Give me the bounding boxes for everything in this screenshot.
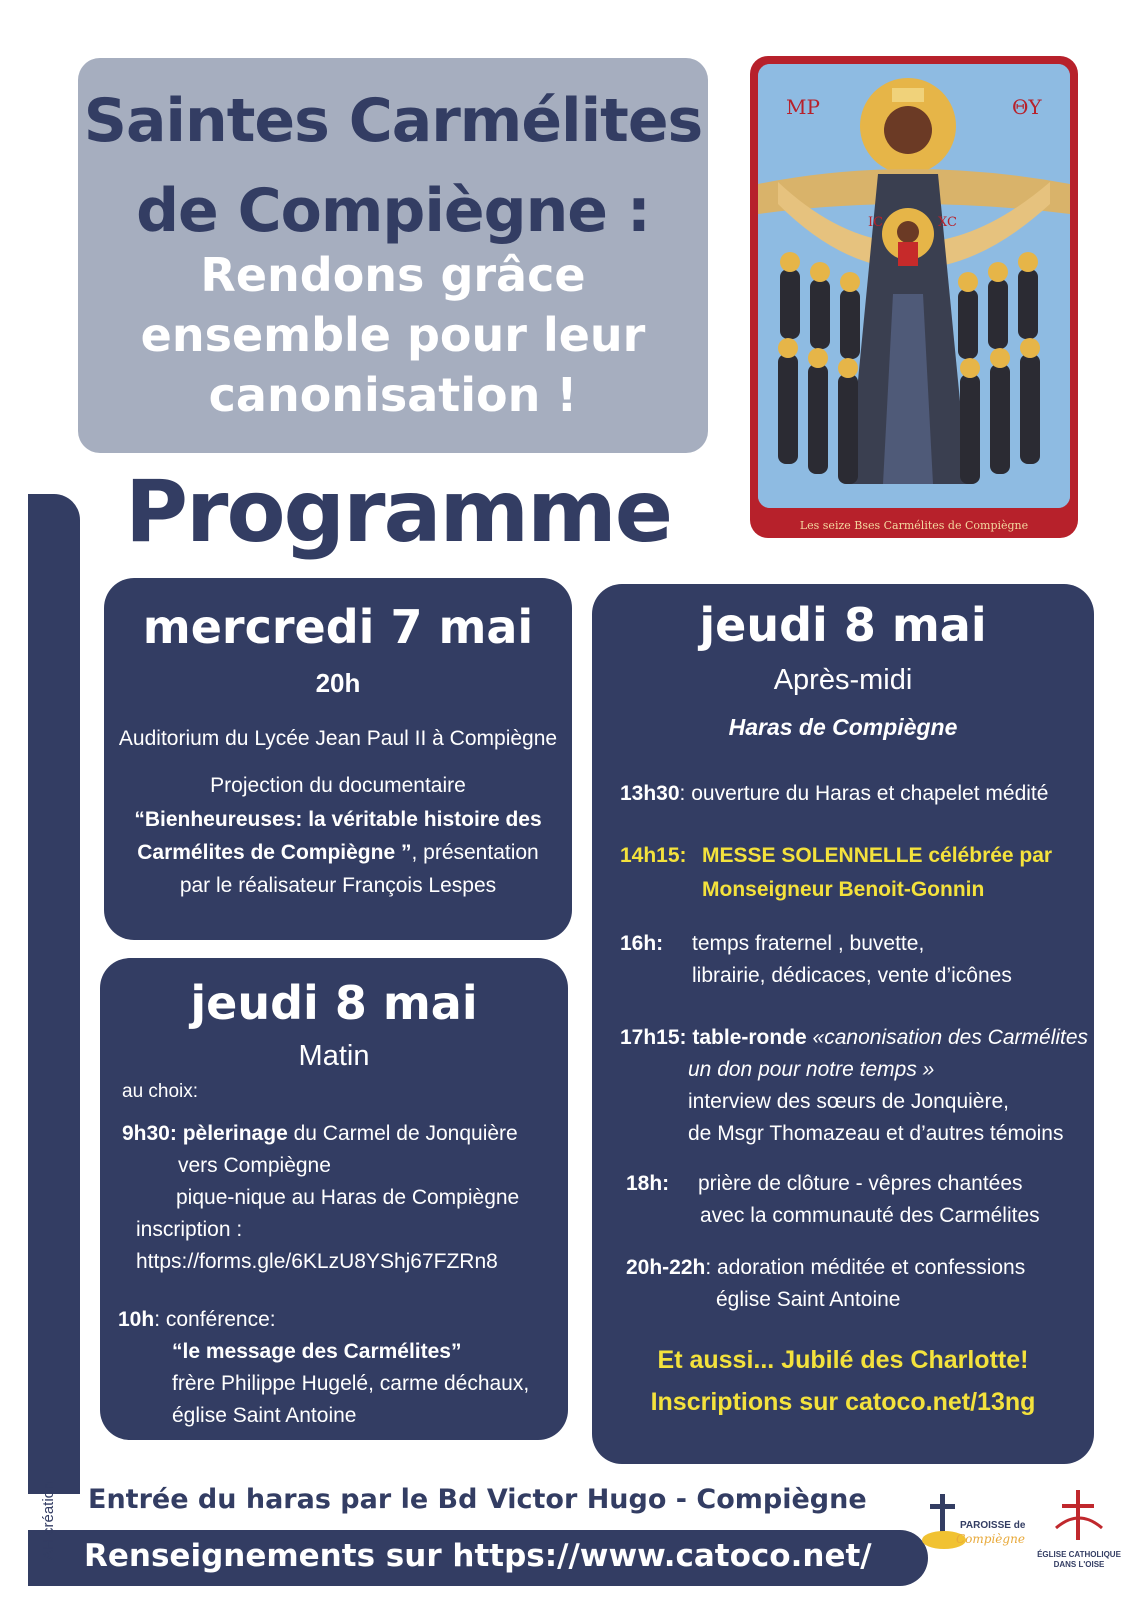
svg-text:ΘΥ: ΘΥ [1012,95,1042,119]
title-box [78,58,708,453]
thursday-afternoon-period: Après-midi [773,664,913,696]
afternoon-venue: Haras de Compiègne [728,714,958,740]
eglise-line-1: ÉGLISE CATHOLIQUE [1037,1550,1121,1559]
svg-text:MP: MP [786,95,820,119]
afternoon-event-5-line2: avec la communauté des Carmélites [700,1204,1040,1227]
afternoon-event-5-time: 18h: [626,1172,670,1195]
morning-item1-rest: du Carmel de Jonquière [287,1122,518,1145]
event-4-italic-1: «canonisation des Carmélites : [806,1026,1100,1049]
card-wednesday [104,578,572,940]
event-6-time: 20h-22h [626,1256,706,1279]
icon-caption: Les seize Bses Carmélites de Compiègne [799,519,1029,532]
afternoon-event-3-time: 16h: [620,932,664,955]
event-1-time: 13h30 [620,782,680,805]
morning-item1-time: 9h30 [122,1122,170,1145]
morning-item2-line2: “le message des Carmélites” [172,1340,462,1363]
footer-info-link[interactable]: Renseignements sur https://www.catoco.net/ [84,1538,872,1574]
morning-item2-line4: église Saint Antoine [172,1404,357,1427]
credit-text: AH création [40,1481,57,1560]
morning-inscription-link[interactable]: https://forms.gle/6KLzU8YShj67FZRn8 [136,1250,498,1273]
afternoon-event-2-time: 14h15: [620,844,687,867]
wednesday-day: mercredi 7 mai [142,600,534,654]
morning-choice: au choix: [122,1081,199,1102]
afternoon-event-4-line4: de Msgr Thomazeau et d’autres témoins [688,1122,1064,1145]
carmelites-icon-image [750,56,1078,538]
event-4-label: : table-ronde [679,1026,807,1049]
morning-item2-line1 [118,1304,276,1336]
jubile-line: Et aussi... Jubilé des Charlotte! [657,1346,1029,1374]
afternoon-event-6-line2: église Saint Antoine [716,1288,901,1311]
wednesday-line-3-rest: , présentation [411,841,539,864]
svg-text:IC: IC [868,215,884,230]
wednesday-line-4: par le réalisateur François Lespes [179,874,497,897]
title-line-1: Saintes Carmélites [83,86,703,156]
eglise-logo [1036,1488,1122,1582]
thursday-morning-day: jeudi 8 mai [190,976,478,1030]
afternoon-event-4-line1 [620,1022,1100,1054]
footer-bar [28,1530,928,1586]
event-4-time: 17h15 [620,1026,680,1049]
wednesday-line-1: Projection du documentaire [210,774,466,797]
morning-item1-line2: vers Compiègne [178,1154,331,1177]
morning-item1-line1 [122,1118,518,1150]
afternoon-event-3-line1: temps fraternel , buvette, [692,932,925,955]
morning-item1-line3: pique-nique au Haras de Compiègne [176,1186,520,1209]
svg-text:XC: XC [938,215,957,230]
wednesday-venue: Auditorium du Lycée Jean Paul II à Compiègne [118,727,558,750]
left-decorative-bar [28,494,80,1494]
subtitle-line-1: Rendons grâce [200,248,586,302]
afternoon-event-5-line1: prière de clôture - vêpres chantées [698,1172,1023,1195]
icon-painting [758,64,1070,508]
afternoon-event-4-line2: un don pour notre temps » [688,1058,935,1081]
wednesday-line-3 [104,837,572,868]
programme-heading: Programme [125,462,672,562]
subtitle-line-3: canonisation ! [208,368,578,422]
inscriptions-link[interactable]: Inscriptions sur catoco.net/13ng [650,1388,1036,1416]
thursday-afternoon-day: jeudi 8 mai [699,598,987,652]
card-thursday-afternoon [592,584,1100,1464]
afternoon-event-4-line3: interview des sœurs de Jonquière, [688,1090,1009,1113]
eglise-line-2: DANS L'OISE [1053,1560,1105,1569]
afternoon-event-1 [620,778,1048,810]
eglise-text [1036,1550,1122,1570]
afternoon-event-2-line2: Monseigneur Benoit-Gonnin [702,878,985,901]
eglise-cross-icon [1036,1488,1122,1548]
wednesday-line-3-bold: Carmélites de Compiègne ” [137,841,412,864]
afternoon-event-6-line1 [626,1252,1025,1284]
footer-entry-text: Entrée du haras par le Bd Victor Hugo - Compiègne [88,1484,867,1515]
paroisse-logo [920,1492,1030,1562]
paroisse-town: Compiègne [956,1532,1025,1546]
morning-item1-line4: inscription : [136,1218,243,1241]
thursday-morning-period: Matin [298,1040,370,1072]
morning-item1-label: : pèlerinage [169,1122,288,1145]
wednesday-line-2: “Bienheureuses: la véritable histoire des [134,808,542,831]
subtitle-line-2: ensemble pour leur [140,308,646,362]
card-thursday-morning [100,958,568,1440]
title-line-2: de Compiègne : [136,176,650,246]
event-1-text: : ouverture du Haras et chapelet médité [679,782,1049,805]
virgin-and-saints-icon [758,64,1070,508]
afternoon-event-2-line1: MESSE SOLENNELLE célébrée par [702,844,1053,867]
event-6-text: : adoration méditée et confessions [705,1256,1026,1279]
morning-item2-label: : conférence: [154,1308,276,1331]
wednesday-time: 20h [315,668,361,698]
paroisse-word: PAROISSE de [960,1520,1026,1531]
morning-item2-time: 10h [118,1308,155,1331]
afternoon-event-3-line2: librairie, dédicaces, vente d’icônes [692,964,1012,987]
morning-item2-line3: frère Philippe Hugelé, carme déchaux, [172,1372,530,1395]
